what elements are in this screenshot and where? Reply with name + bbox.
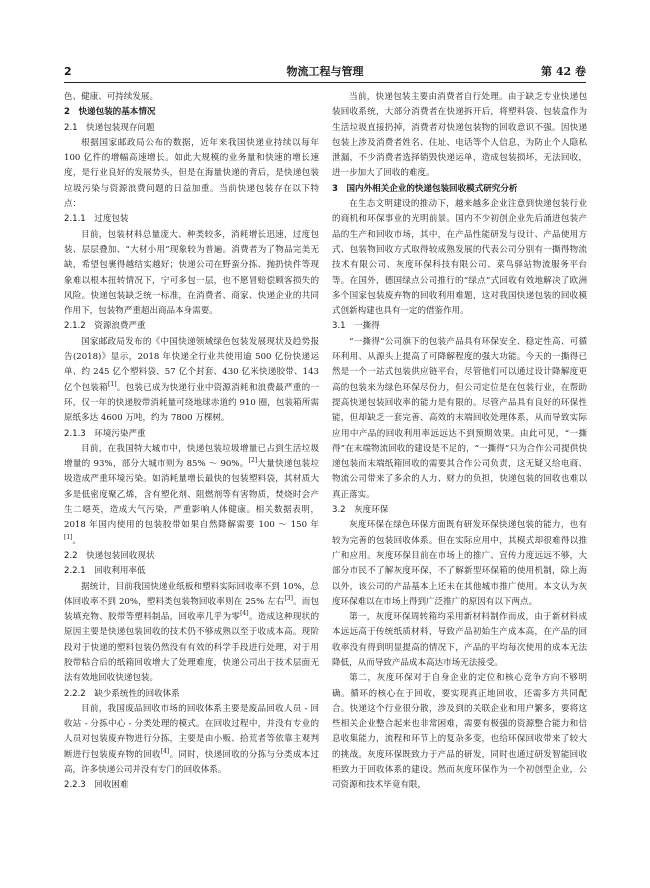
paragraph: 在生态文明建设的推动下，越来越多企业注意到快递包装行业的商机和环保事业的光明前景。国内不少初创企业先后涌进包装产品的生产和回收市场，其中，在产品性能研发与设计、产品使用方式、包装物回收方式取得较成熟发展的代表公司分别有一撕得物流技术有限公司、灰度环保科技有限公司、菜鸟驿站物流服务平台等。在国外，德国绿点公司推行的“绿点”式回收有效地解决了欧洲多个国家包装废弃物的回收利用难题，这对我国快递包装的回收模式创新构建也具有一定的借鉴作用。 [332, 199, 587, 317]
subsection-heading: 3.1 一撕得 [332, 321, 380, 332]
citation: [4] [240, 610, 249, 618]
journal-name: 物流工程与管理 [286, 65, 364, 78]
citation: [2] [248, 457, 258, 465]
subsubsection-heading: 2.1.3 环境污染严重 [64, 428, 146, 439]
section-heading: 3 国内外相关企业的快递包装回收模式研究分析 [332, 183, 518, 194]
paragraph: 色、健康、可持续发展。 [64, 92, 159, 102]
paragraph [64, 442, 319, 549]
section-heading: 2 快递包装的基本情况 [64, 107, 156, 118]
citation: [4] [160, 747, 170, 755]
paragraph-text: 据统计，目前我国快递业纸板和塑料实际回收率不到 10%，总体回收率不到 20%，塑料类包装物回收率则在 25% 左右 [64, 581, 319, 607]
paragraph: 目前，包装材料总量庞大、种类较多，消耗增长迅速，过度包装、层层叠加、“大材小用”现象较为普遍。消费者为了物品完美无缺，希望包裹得越结实越好；快递公司在野蛮分拣、抛扔快件等现象难以根本扭转情况下，宁可多包一层，也不愿冒赔偿顾客损失的风险。快递包装缺乏统一标准，在消费者、商家、快递企业的共同作用下，包装物严重超出商品本身需要。 [64, 229, 319, 317]
paragraph: 当前，快递包装主要由消费者自行处理。由于缺乏专业快递包装回收系统，大部分消费者在快递拆开后，将塑料袋、包装盒作为生活垃圾直接扔掉，消费者对快递包装物的回收意识不强。因快递包装上涉及消费者姓名、住址、电话等个人信息，为防止个人隐私泄漏，不少消费者选择销毁快递运单，造成包装损坏，无法回收，进一步加大了回收的难度。 [332, 92, 587, 179]
paragraph: 根据国家邮政局公布的数据，近年来我国快递业持续以每年 100 亿件的增幅高速增长。如此大规模的业务量和快速的增长速度，是行业良好的发展势头，但是在海量快递的背后，是快递包装垃圾污染与资源浪费问题的日益加重。当前快递包装存在以下特点： [64, 137, 319, 210]
paragraph [64, 580, 319, 687]
subsubsection-heading: 2.2.1 回收利用率低 [64, 566, 146, 577]
right-column [332, 90, 587, 794]
subsubsection-heading: 2.1.2 资源浪费严重 [64, 321, 146, 332]
paragraph-text: 。包装已成为快递行业中资源消耗和浪费最严重的一环，仅一年的快递胶带消耗量可绕地球赤道约 910 圈，包装箱所需原纸多达 4600 万吨，约为 7800 万棵树。 [64, 382, 320, 424]
citation: [1] [64, 533, 73, 541]
page-number: 2 [64, 65, 72, 78]
paragraph: “一撕得”公司旗下的包装产品具有环保安全、稳定性高、可循环利用、从源头上提高了可降解程度的强大功能。今天的一撕得已然是一个一站式包装供应链平台，尽管他们可以通过设计降解度更高的包装来为绿色环保尽份力，但公司定位是在包装行业，在帮助提高快递包装回收率的能力是有限的。尽管产品具有良好的环保性能，但却缺乏一套完善、高效的末端回收处理体系，从而导致实际应用中产品的回收利用率远远达不到预期效果。由此可见，“一撕得”在末端物流回收的建设是不足的，“一撕得”只为合作公司提供快递包装而末端纸箱回收的需要其合作公司负责，这无疑又给电商、物流公司带来了多余的人力、财力的负担，快递包装的回收也难以真正落实。 [332, 336, 587, 500]
paragraph-text: 。而包装填充物、胶带等塑料制品，回收率几乎为零 [64, 596, 319, 623]
citation: [1] [108, 380, 117, 388]
paragraph: 第一，灰度环保周转箱均采用新材料制作而成，由于新材料成本远远高于传统纸质材料，导致产品初始生产成本高，在产品的回收率没有得到明显提高的情况下，产品的平均每次使用的成本无法降低，从而导致产品成本高达市场无法接受。 [332, 612, 587, 668]
subsection-heading: 3.2 灰度环保 [332, 505, 389, 516]
volume-label: 第 42 卷 [541, 65, 586, 78]
subsection-heading: 2.2 快递包装回收现状 [64, 550, 155, 561]
paragraph-text: 大量快递包装垃圾造成严重环境污染。如消耗量增长最快的包装塑料袋，其材质大多是低密度聚乙烯，含有塑化剂、阻燃剂等有害物质，焚烧时会产生二噁英，造成大气污染，严重影响人体健康。相关数据表明，2018 年国内使用的包装胶带如果自然降解需要 100 ～ 150 年 [64, 459, 320, 531]
paragraph-text: 目前，我国废品回收市场的回收体系主要是废品回收人员 - 回收站 - 分拣中心 - 分类处理的模式。在回收过程中，并没有专业的人员对包装废弃物进行分拣，主要是由小贩、拾荒者等依靠主观判断进行包装废弃物的回收 [64, 703, 319, 760]
subsection-heading: 2.1 快递包装现存问题 [64, 122, 155, 133]
subsubsection-heading: 2.1.1 过度包装 [64, 214, 129, 225]
citation: [3] [284, 594, 293, 602]
paragraph: 第二，灰度环保对于自身企业的定位和核心竞争方向不够明确。循环的核心在于回收，要实现真正地回收，还需多方共同配合。快递这个行业很分散，涉及到的关联企业和用户繁多，要将这些相关企业整合起来也非常困难，需要有极强的资源整合能力和信息收集能力，流程和环节上的复杂多变，也给环保回收带来了较大的挑战。灰度环保既致力于产品的研发，同时也通过研发智能回收柜致力于回收体系的建设。然而灰度环保作为一个初创型企业，公司资源和技术毕竟有限， [332, 673, 587, 791]
subsubsection-heading: 2.2.2 缺少系统性的回收体系 [64, 688, 180, 699]
paragraph-text: 目前，在我国特大城市中，快递包装垃圾增量已占到生活垃圾增量的 93%，部分大城市则为 85% ～ 90%。 [64, 443, 319, 470]
paragraph [64, 335, 319, 427]
paragraph-text: 。 [72, 535, 82, 546]
paragraph [64, 702, 319, 778]
left-column [64, 90, 319, 794]
paragraph-text: 国家邮政局发布的《中国快递领域绿色包装发展现状及趋势报告(2018)》显示，2018 年快递全行业共使用逾 500 亿份快递运单、约 245 亿个塑料袋、57 亿个封套、430 亿米快递胶带、143 亿个包装箱 [64, 336, 319, 393]
page-header [64, 62, 586, 83]
paragraph-text: 。同时，快递回收的分拣与分类成本过高，许多快递公司并没有专门的回收体系。 [64, 749, 320, 776]
subsubsection-heading: 2.2.3 回收困难 [64, 780, 129, 791]
paragraph: 灰度环保在绿色环保方面既有研发环保快递包装的能力，也有较为完善的包装回收体系。但在实际应用中，其模式却很难得以推广和应用。灰度环保目前在市场上的推广、宣传力度远远不够，大部分市民不了解灰度环保，不了解新型环保箱的使用机制，除上海以外，该公司的产品基本上还未在其他城市推广使用。本文认为灰度环保难以在市场上得到广泛推广的原因有以下两点。 [332, 520, 587, 607]
paragraph-text: 。造成这种现状的原因主要是快递包装回收的技术仍不够成熟以至于收成本高。现阶段对于快递的塑料包装仍然没有有效的科学手段进行处理，对于用胶带粘合后的纸箱回收增大了处理难度，快递公司出于技术层面无法有效地回收快递包装。 [64, 612, 320, 684]
